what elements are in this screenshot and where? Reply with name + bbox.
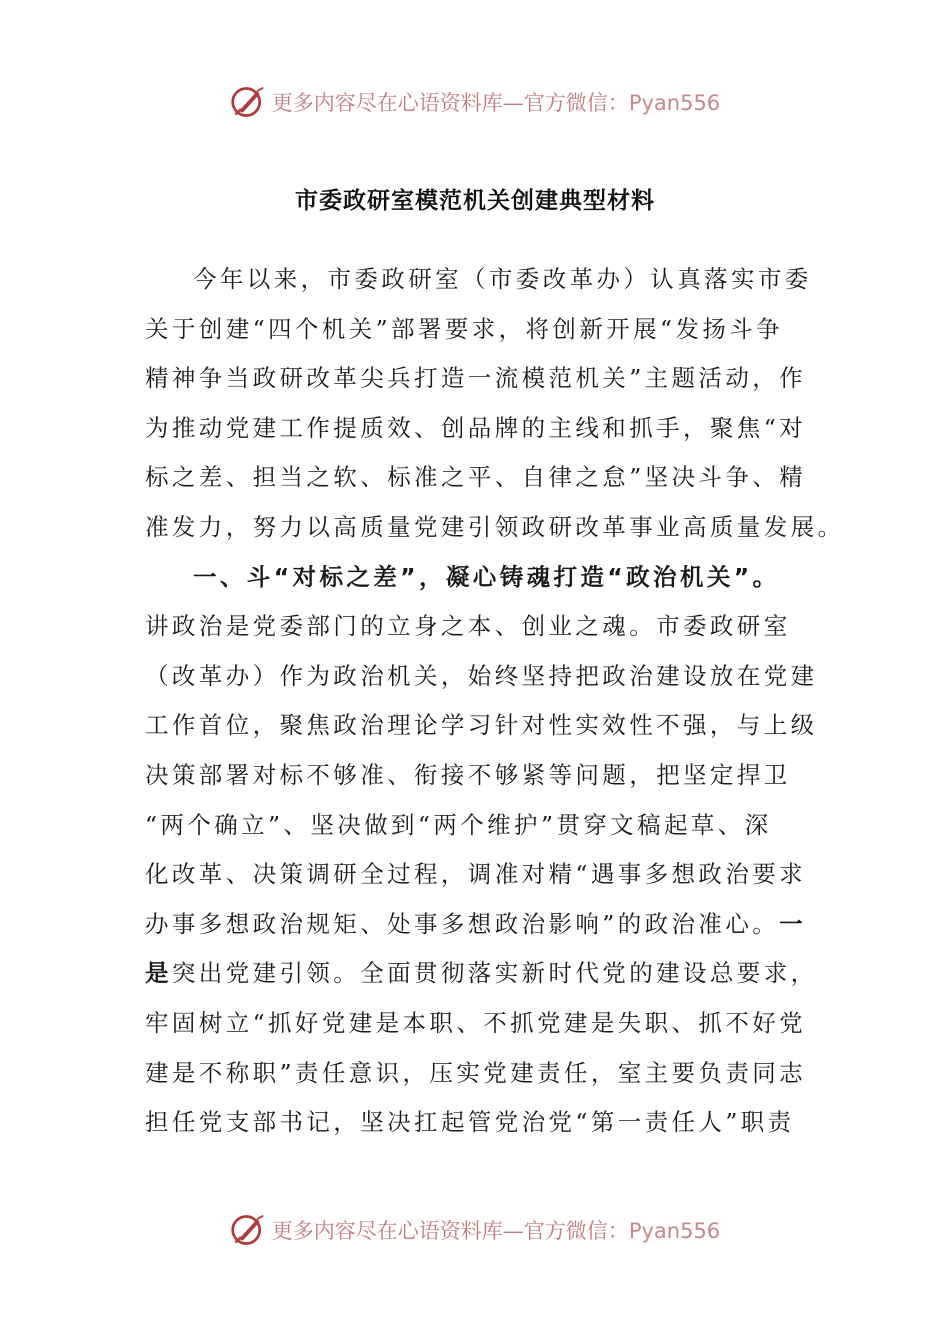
watermark-text: 更多内容尽在心语资料库—官方微信：Pyan556: [271, 91, 721, 115]
watermark-text: 更多内容尽在心语资料库—官方微信：Pyan556: [271, 1219, 721, 1243]
line-text: 突出党建引领。全面贯彻落实新时代党的建设总要求，: [171, 959, 818, 988]
paragraph-line: （改革办）作为政治机关，始终坚持把政治建设放在党建: [145, 661, 818, 690]
paragraph-line: [145, 900, 805, 950]
ordinal-marker: 是: [145, 959, 172, 988]
watermark-banner-top: [0, 82, 950, 122]
paragraph-line: 担任党支部书记，坚决扛起管党治党“第一责任人”职责: [145, 1108, 795, 1137]
paragraph-line: 为推动党建工作提质效、创品牌的主线和抓手，聚焦“对: [145, 413, 807, 442]
paragraph-line: 工作首位，聚焦政治理论学习针对性实效性不强，与上级: [145, 711, 818, 740]
paragraph-line: 今年以来，市委政研室（市委改革办）认真落实市委: [193, 265, 812, 293]
paragraph-line: “两个确立”、坚决做到“两个维护”贯穿文稿起草、深: [145, 810, 772, 839]
paragraph-line: 牢固树立“抓好党建是本职、不抓党建是失职、抓不好党: [145, 1008, 807, 1037]
section-heading: 一、斗“对标之差”，凝心铸魂打造“政治机关”。: [193, 562, 780, 591]
watermark-banner-bottom: [0, 1210, 950, 1250]
document-title: 市委政研室模范机关创建典型材料: [295, 188, 655, 214]
ordinal-marker: 一: [779, 909, 807, 938]
paragraph-line: [145, 949, 818, 999]
paragraph-line: 关于创建“四个机关”部署要求，将创新开展“发扬斗争: [145, 314, 784, 343]
paragraph-line: 决策部署对标不够准、衔接不够紧等问题，把坚定捍卫: [145, 760, 791, 789]
paragraph-line: 精神争当政研改革尖兵打造一流模范机关”主题活动，作: [145, 364, 807, 393]
paragraph-line: 建是不称职”责任意识，压实党建责任，室主要负责同志: [145, 1058, 807, 1087]
document-body: [145, 255, 845, 1148]
paragraph-line: 化改革、决策调研全过程，调准对精“遇事多想政治要求: [145, 860, 807, 889]
paragraph-line: 讲政治是党委部门的立身之本、创业之魂。市委政研室: [145, 612, 791, 641]
paragraph-line: 准发力，努力以高质量党建引领政研改革事业高质量发展。: [145, 512, 845, 541]
quill-logo-icon: [230, 1212, 266, 1248]
line-text: 办事多想政治规矩、处事多想政治影响”的政治准心。: [145, 909, 780, 938]
paragraph-line: 标之差、担当之软、标准之平、自律之怠”坚决斗争、精: [145, 463, 807, 492]
quill-logo-icon: [230, 84, 266, 120]
